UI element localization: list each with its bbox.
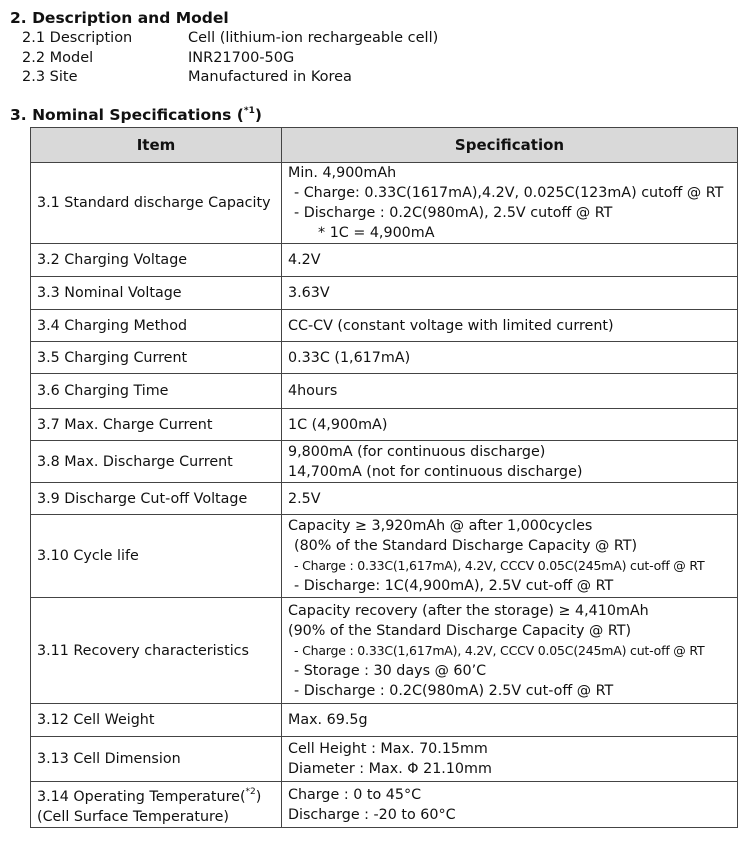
table-row xyxy=(31,374,738,409)
table-row xyxy=(31,737,738,782)
table-row xyxy=(31,277,738,310)
table-row xyxy=(31,342,738,374)
row-item: 3.4 Charging Method xyxy=(31,310,282,342)
row-item-close: ) xyxy=(255,789,262,805)
row-item xyxy=(31,782,282,828)
table-row xyxy=(31,782,738,828)
spec-line: - Charge : 0.33C(1,617mA), 4.2V, CCCV 0.05C(245mA) cut-off @ RT xyxy=(294,558,705,573)
table-row xyxy=(31,704,738,737)
row-spec: 4.2V xyxy=(282,244,738,277)
description-key: 2.1 Description xyxy=(22,30,133,46)
row-item: 3.9 Discharge Cut-off Voltage xyxy=(31,483,282,515)
section-3-title-text: 3. Nominal Specifications ( xyxy=(10,106,244,124)
row-item: 3.10 Cycle life xyxy=(31,515,282,598)
footnote-marker-1: *1 xyxy=(243,106,255,116)
spec-line: - Charge: 0.33C(1617mA),4.2V, 0.025C(123mA) cutoff @ RT xyxy=(294,185,724,201)
spec-line: - Storage : 30 days @ 60’C xyxy=(294,662,487,679)
row-item-line xyxy=(37,782,275,807)
row-spec xyxy=(282,782,738,828)
spec-line: 14,700mA (not for continuous discharge) xyxy=(288,463,583,480)
row-item: 3.8 Max. Discharge Current xyxy=(31,441,282,483)
table-row xyxy=(31,163,738,244)
section-2-title: 2. Description and Model xyxy=(10,9,229,27)
section-3-title xyxy=(10,106,262,124)
spec-line: Discharge : -20 to 60°C xyxy=(288,806,456,823)
item-header: Item xyxy=(31,128,282,163)
row-spec: 0.33C (1,617mA) xyxy=(282,342,738,374)
row-spec xyxy=(282,598,738,704)
model-key: 2.2 Model xyxy=(22,50,94,66)
row-item-line: (Cell Surface Temperature) xyxy=(37,809,229,825)
table-row xyxy=(31,515,738,598)
spec-line: Diameter : Max. Φ 21.10mm xyxy=(288,761,492,777)
table-row xyxy=(31,310,738,342)
spec-line: * 1C = 4,900mA xyxy=(318,225,435,241)
spec-line: - Discharge : 0.2C(980mA) 2.5V cut-off @ RT xyxy=(294,682,614,699)
nominal-spec-table xyxy=(30,127,738,828)
table-row xyxy=(31,441,738,483)
table-row xyxy=(31,409,738,441)
spec-line: - Charge : 0.33C(1,617mA), 4.2V, CCCV 0.05C(245mA) cut-off @ RT xyxy=(294,642,705,658)
table-row xyxy=(31,244,738,277)
spec-header: Specification xyxy=(282,128,738,163)
spec-line: Capacity recovery (after the storage) ≥ 4,410mAh xyxy=(288,602,649,619)
spec-line: - Discharge : 0.2C(980mA), 2.5V cutoff @ RT xyxy=(294,205,613,221)
row-item-text: 3.14 Operating Temperature( xyxy=(37,789,246,805)
footnote-marker-2: *2 xyxy=(245,787,256,797)
spec-line: 9,800mA (for continuous discharge) xyxy=(288,443,546,460)
row-item: 3.6 Charging Time xyxy=(31,374,282,409)
table-row xyxy=(31,483,738,515)
spec-line: Capacity ≥ 3,920mAh @ after 1,000cycles xyxy=(288,518,593,534)
row-item: 3.12 Cell Weight xyxy=(31,704,282,737)
model-value: INR21700-50G xyxy=(188,50,295,66)
spec-line: (90% of the Standard Discharge Capacity @ RT) xyxy=(288,622,632,639)
spec-line: - Discharge: 1C(4,900mA), 2.5V cut-off @ RT xyxy=(294,578,614,594)
description-value: Cell (lithium-ion rechargeable cell) xyxy=(188,30,439,46)
table-row xyxy=(31,598,738,704)
row-spec xyxy=(282,515,738,598)
section-3-title-close: ) xyxy=(254,106,262,124)
spec-line: Charge : 0 to 45°C xyxy=(288,786,422,803)
table-header-row xyxy=(31,128,738,163)
spec-line: Cell Height : Max. 70.15mm xyxy=(288,741,488,757)
row-spec xyxy=(282,737,738,782)
row-spec xyxy=(282,441,738,483)
row-spec: 2.5V xyxy=(282,483,738,515)
row-item: 3.11 Recovery characteristics xyxy=(31,598,282,704)
row-spec: CC-CV (constant voltage with limited current) xyxy=(282,310,738,342)
row-item: 3.13 Cell Dimension xyxy=(31,737,282,782)
row-item: 3.5 Charging Current xyxy=(31,342,282,374)
row-spec: Max. 69.5g xyxy=(282,704,738,737)
row-item: 3.7 Max. Charge Current xyxy=(31,409,282,441)
row-spec: 3.63V xyxy=(282,277,738,310)
row-item: 3.1 Standard discharge Capacity xyxy=(31,163,282,244)
row-item: 3.2 Charging Voltage xyxy=(31,244,282,277)
row-spec: 1C (4,900mA) xyxy=(282,409,738,441)
site-key: 2.3 Site xyxy=(22,69,78,85)
spec-line: (80% of the Standard Discharge Capacity @ RT) xyxy=(294,538,638,554)
spec-line: Min. 4,900mAh xyxy=(288,165,397,181)
row-item: 3.3 Nominal Voltage xyxy=(31,277,282,310)
row-spec xyxy=(282,163,738,244)
site-value: Manufactured in Korea xyxy=(188,69,352,85)
row-spec: 4hours xyxy=(282,374,738,409)
